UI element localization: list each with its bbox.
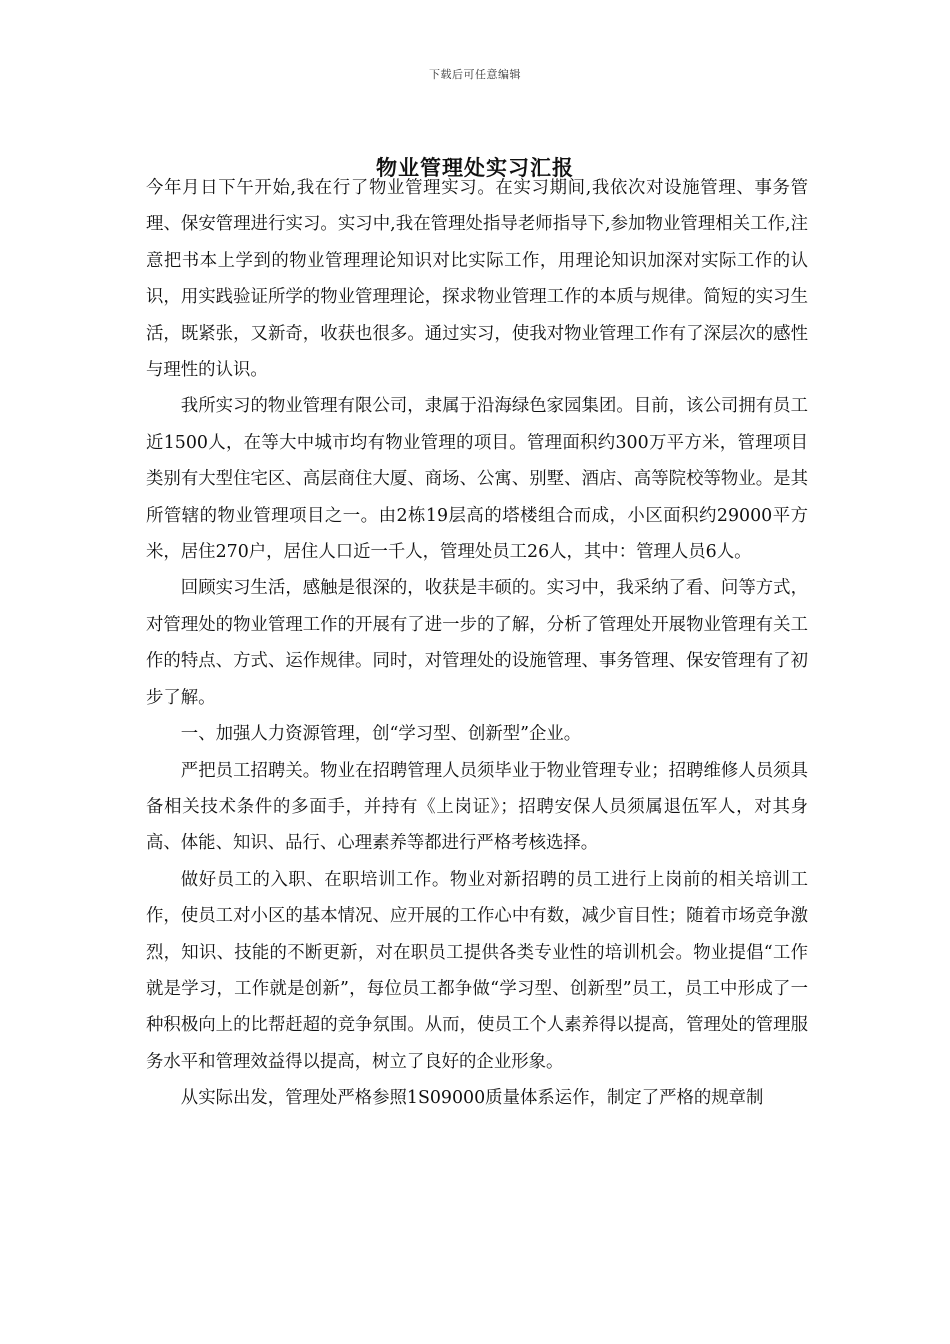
section-heading-1: 一、加强人力资源管理，创“学习型、创新型”企业。 — [180, 724, 582, 745]
paragraph-3: 回顾实习生活，感触是很深的，收获是丰硕的。实习中，我采纳了看、问等方式，对管理处的物业管理工作的开展有了进一步的了解，分析了管理处开展物业管理有关工作的特点、方式、运作规律。同时，对管理处的设施管理、事务管理、保安管理有了初步了解。 — [146, 578, 808, 708]
paragraph-1: 今年月日下午开始,我在行了物业管理实习。在实习期间,我依次对设施管理、事务管理、保安管理进行实习。实习中,我在管理处指导老师指导下,参加物业管理相关工作,注意把书本上学到的物业管理理论知识对比实际工作，用理论知识加深对实际工作的认识，用实践验证所学的物业管理理论，探求物业管理工作的本质与规律。简短的实习生活，既紧张，又新奇，收获也很多。通过实习，使我对物业管理工作有了深层次的感性与理性的认识。 — [146, 178, 808, 381]
page-title: 物业管理处实习汇报 — [376, 155, 574, 180]
header-note: 下载后可任意编辑 — [429, 68, 521, 81]
paragraph-6: 从实际出发，管理处严格参照1S09000质量体系运作，制定了严格的规章制 — [180, 1088, 764, 1109]
paragraph-4: 严把员工招聘关。物业在招聘管理人员须毕业于物业管理专业；招聘维修人员须具备相关技术条件的多面手，并持有《上岗证》；招聘安保人员须属退伍军人，对其身高、体能、知识、品行、心理素养等都进行严格考核选择。 — [146, 760, 808, 854]
document-body — [146, 170, 808, 1117]
paragraph-2: 我所实习的物业管理有限公司，隶属于沿海绿色家园集团。目前，该公司拥有员工近1500人，在等大中城市均有物业管理的项目。管理面积约300万平方米，管理项目类别有大型住宅区、高层商住大厦、商场、公寓、别墅、酒店、高等院校等物业。是其所管辖的物业管理项目之一。由2栋19层高的塔楼组合而成，小区面积约29000平方米，居住270户，居住人口近一千人，管理处员工26人，其中：管理人员6人。 — [146, 396, 808, 563]
paragraph-5: 做好员工的入职、在职培训工作。物业对新招聘的员工进行上岗前的相关培训工作，使员工对小区的基本情况、应开展的工作心中有数，减少盲目性；随着市场竞争激烈，知识、技能的不断更新，对在职员工提供各类专业性的培训机会。物业提倡“工作就是学习，工作就是创新”，每位员工都争做“学习型、创新型”员工，员工中形成了一种积极向上的比帮赶超的竞争氛围。从而，使员工个人素养得以提高，管理处的管理服务水平和管理效益得以提高，树立了良好的企业形象。 — [146, 869, 808, 1072]
